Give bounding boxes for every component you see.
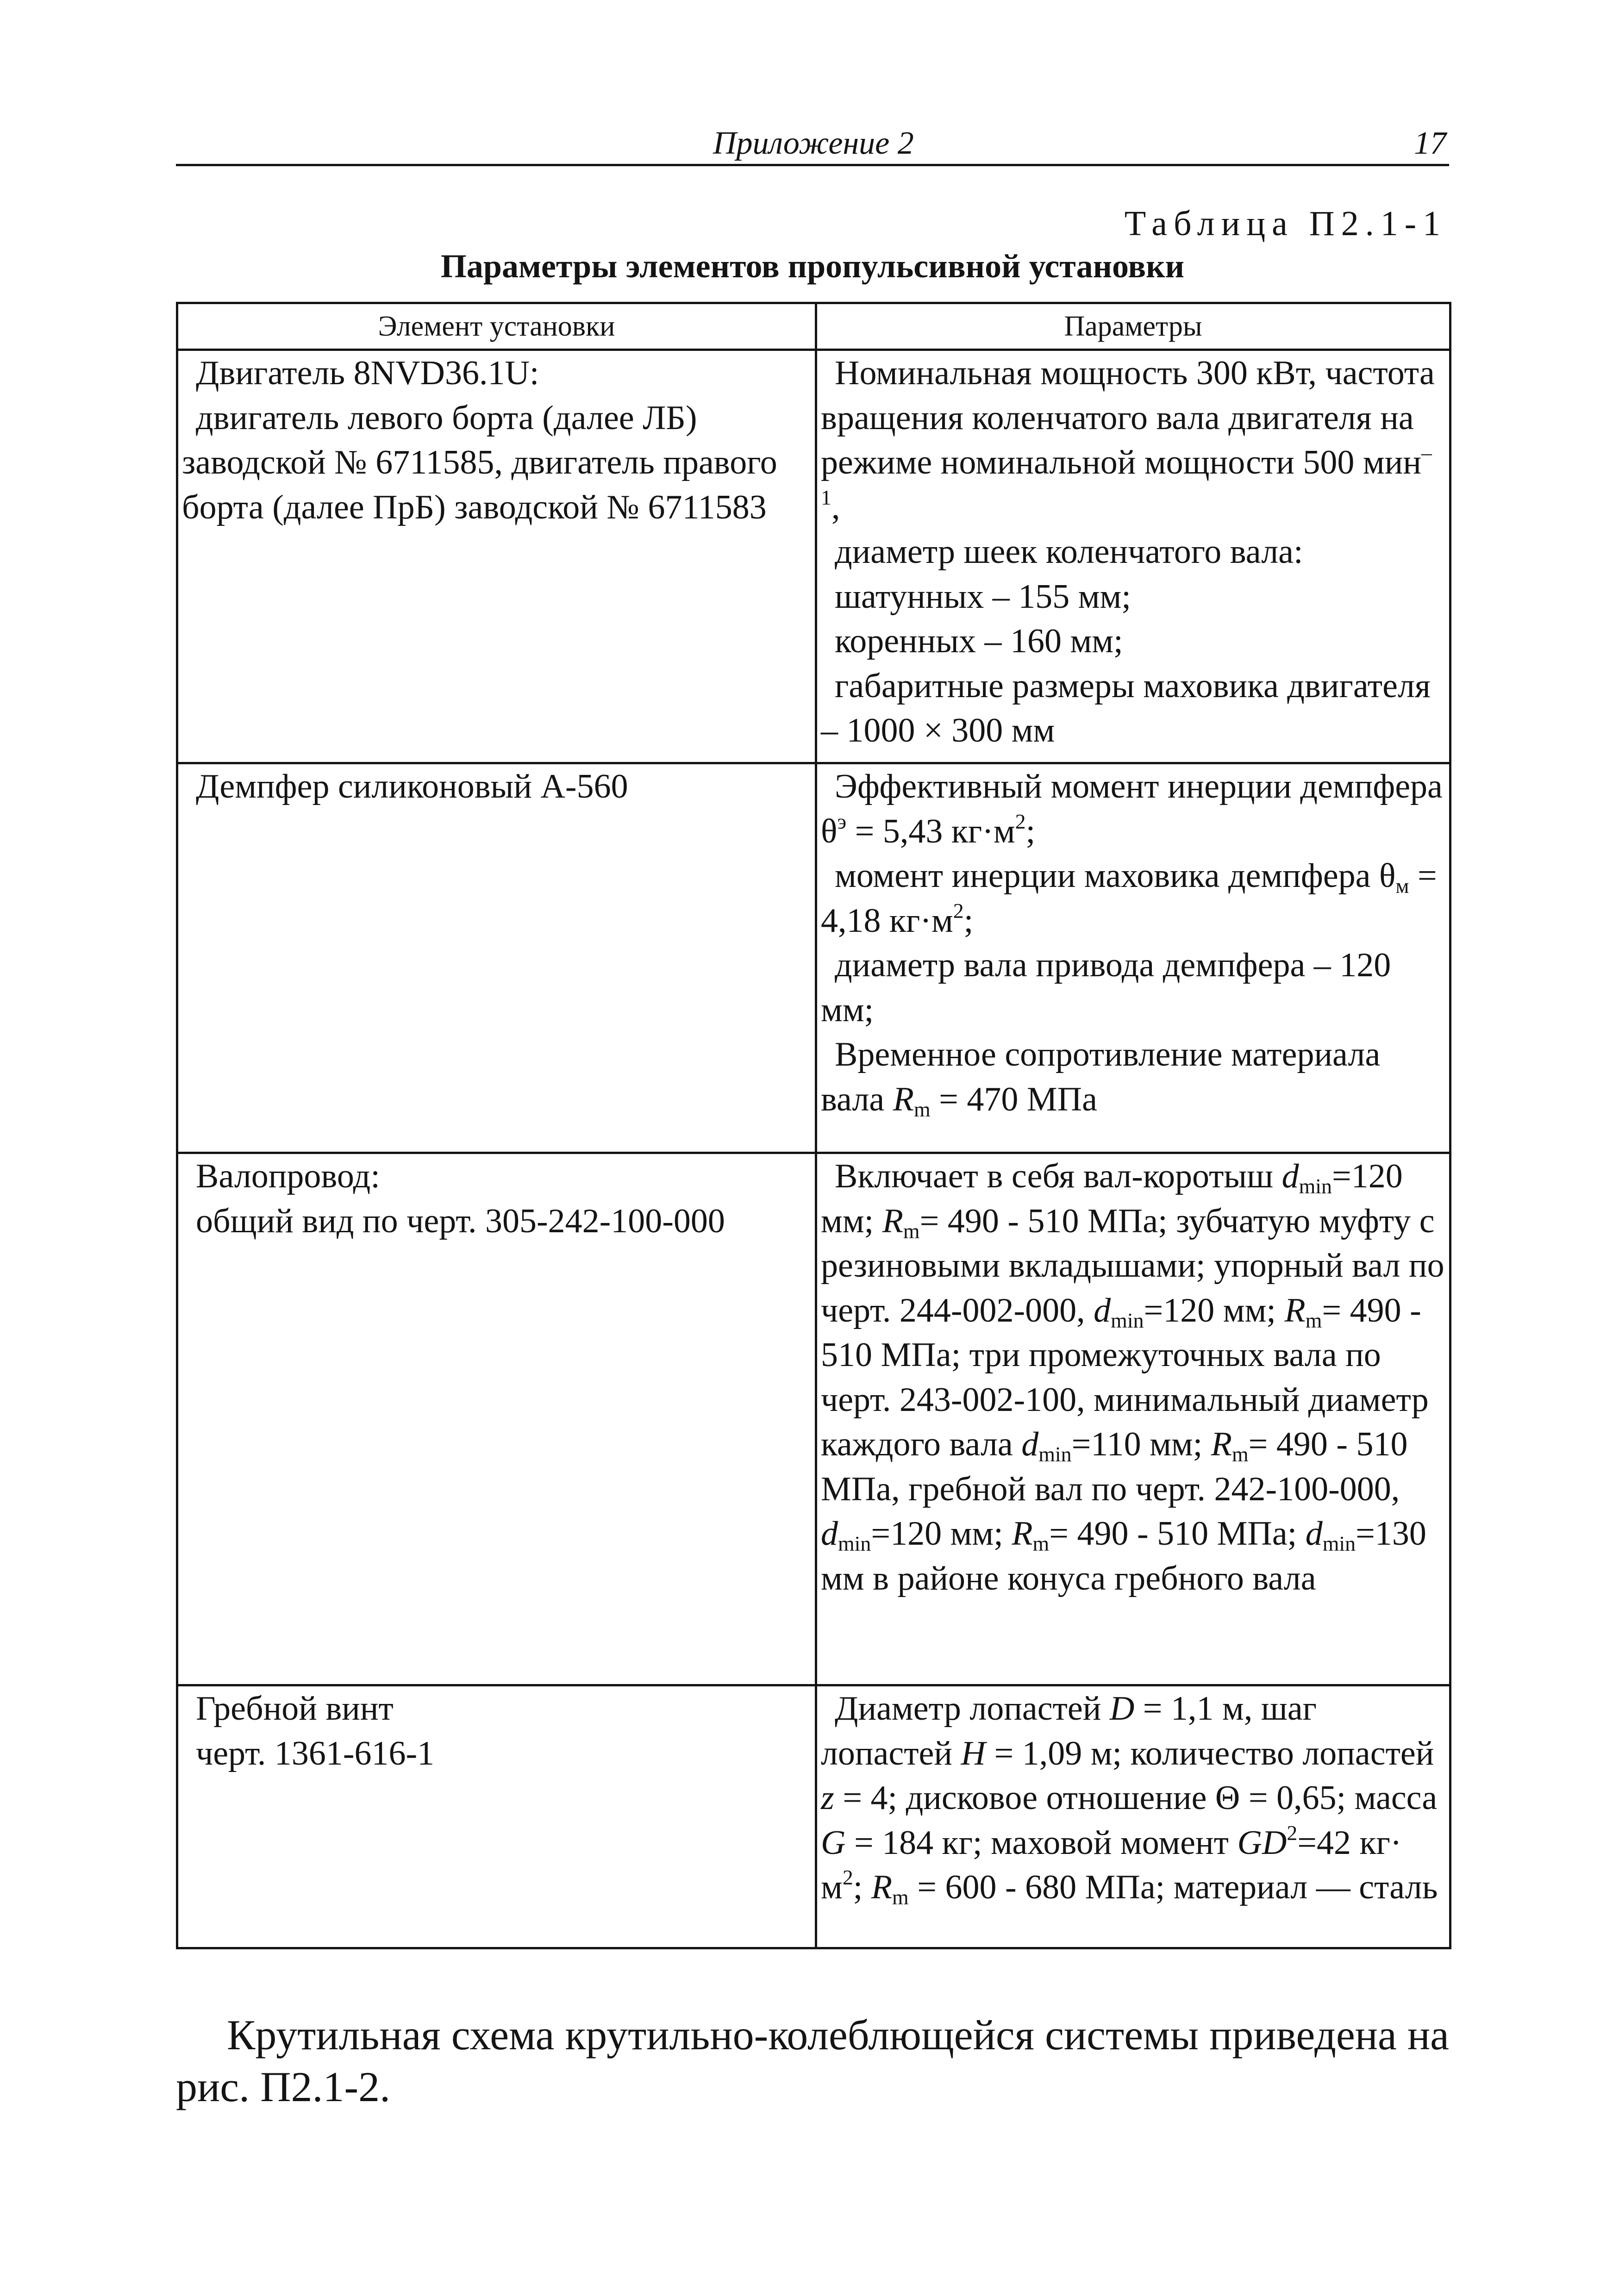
- column-header-parameters: Параметры: [816, 303, 1450, 350]
- cell-element: [177, 1153, 816, 1685]
- table-header-row: [177, 303, 1450, 350]
- cell-parameters: [816, 1153, 1450, 1685]
- table-row-engine: [177, 350, 1450, 763]
- element-description: общий вид по черт. 305-242-100-000: [196, 1202, 725, 1240]
- cell-parameters: [816, 1685, 1450, 1948]
- parameter-text: коренных – 160 мм;: [835, 622, 1123, 660]
- element-name: Двигатель 8NVD36.1U:: [196, 354, 539, 392]
- element-description: двигатель левого борта (далее ЛБ) заводской № 6711585, двигатель правого борта (далее ПрБ) заводской № 6711583: [182, 399, 777, 526]
- cell-parameters: [816, 350, 1450, 763]
- body-paragraph: Крутильная схема крутильно-колеблющейся системы приведена на рис. П2.1-2.: [176, 2011, 1449, 2110]
- cell-element: [177, 350, 816, 763]
- page-number: 17: [1414, 125, 1446, 161]
- table-row-propeller: [177, 1685, 1450, 1948]
- cell-element: [177, 1685, 816, 1948]
- cell-element: [177, 763, 816, 1153]
- parameter-text: диаметр вала привода демпфера – 120 мм;: [821, 946, 1391, 1029]
- element-name: Гребной винт: [196, 1690, 394, 1728]
- parameter-text: Эффективный момент инерции демпфера $\theta^э = 5,43$ $кг\cdot м^2$;: [821, 767, 1443, 850]
- parameter-text: момент инерции маховика демпфера $\theta_м = 4,18$ $кг\cdot м^2$;: [821, 857, 1437, 940]
- table-row-shafting: [177, 1153, 1450, 1685]
- element-name: Валопровод:: [196, 1157, 380, 1195]
- parameter-text: Диаметр лопастей D = 1,1 м, шаг лопастей H = 1,09 м; количество лопастей z = 4; дисковое отношение Θ = 0,65; масса G = 184 кг; маховой момент $GD^2=42$ $кг\cdot м^2$; $R_m = 600 - 680$ МПа; материал — сталь: [821, 1690, 1438, 1909]
- element-name: Демпфер силиконовый А-560: [196, 767, 628, 805]
- parameter-text: диаметр шеек коленчатого вала:: [835, 533, 1303, 571]
- table-row-damper: [177, 763, 1450, 1153]
- column-header-element: Элемент установки: [177, 303, 816, 350]
- running-title: Приложение 2: [713, 125, 914, 161]
- table-title: Параметры элементов пропульсивной установки: [440, 248, 1185, 285]
- running-header: [176, 121, 1449, 166]
- table-label: Таблица П2.1-1: [1124, 204, 1447, 243]
- parameters-table: [176, 302, 1451, 1949]
- parameter-text: Номинальная мощность 300 кВт, частота вращения коленчатого вала двигателя на режиме номинальной мощности 500 мин$^{-1}$,: [821, 354, 1435, 526]
- parameter-text: Временное сопротивление материала вала $R_m = 470$ МПа: [821, 1036, 1381, 1121]
- cell-parameters: [816, 763, 1450, 1153]
- parameter-text: Включает в себя вал-коротыш $d_{min}=120$ мм; $R_m= 490 - 510$ МПа; зубчатую муфту с резиновыми вкладышами; упорный вал по черт. 244-002-000, $d_{min}=120$ мм; $R_m= 490 - 510$ МПа; три промежуточных вала по черт. 243-002-100, минимальный диаметр каждого вала $d_{min}=110$ мм; $R_m= 490 - 510$ МПа, гребной вал по черт. 242-100-000, $d_{min}=120$ мм; $R_m= 490 - 510$ МПа; $d_{min}=130$ мм в районе конуса гребного вала: [821, 1157, 1444, 1597]
- parameter-text: шатунных – 155 мм;: [835, 577, 1131, 616]
- element-description: черт. 1361-616-1: [196, 1734, 435, 1772]
- parameter-text: габаритные размеры маховика двигателя – 1000 × 300 мм: [821, 667, 1431, 749]
